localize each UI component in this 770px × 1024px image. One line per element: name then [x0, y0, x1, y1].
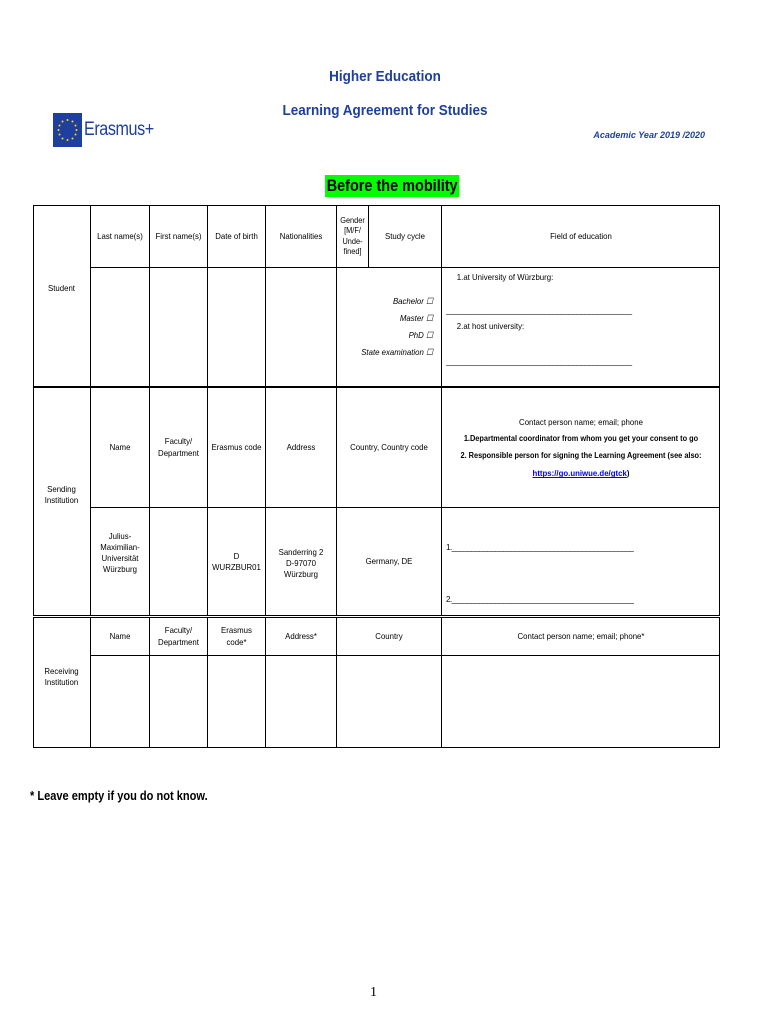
- field-host-university-label: 2.at host university:: [456, 321, 525, 332]
- contact-link-close-paren: ): [626, 468, 630, 479]
- sending-header-faculty: Faculty/ Department: [158, 436, 199, 458]
- option-phd[interactable]: PhD ☐: [408, 330, 433, 341]
- page-number: 1: [370, 985, 377, 1000]
- receiving-header-contact: Contact person name; email; phone*: [517, 630, 645, 641]
- contact-departmental-coordinator: 1.Departmental coordinator from whom you get your consent to go: [463, 433, 699, 443]
- contact-responsible-person: 2. Responsible person for signing the Learning Agreement (see also:: [460, 450, 702, 460]
- sending-header-country: Country, Country code: [350, 441, 428, 452]
- contact-title: Contact person name; email; phone: [519, 417, 643, 428]
- field-university-wuerzburg-label: 1.at University of Würzburg:: [456, 272, 554, 283]
- sending-header-name: Name: [109, 441, 131, 452]
- sending-contact-line2[interactable]: 2.______________________________________________: [446, 595, 634, 604]
- field-line-1[interactable]: _______________________________________________: [446, 306, 632, 315]
- sending-country: Germany, DE: [365, 556, 413, 567]
- eu-flag-logo: [53, 113, 82, 147]
- document-title-line2: Learning Agreement for Studies: [282, 102, 488, 119]
- receiving-header-faculty: Faculty/ Department: [158, 625, 199, 647]
- option-master[interactable]: Master ☐: [399, 313, 433, 324]
- erasmus-logo-text: Erasmus+: [84, 119, 154, 140]
- sending-contact-line1[interactable]: 1.______________________________________________: [446, 543, 634, 552]
- header-study-cycle: Study cycle: [385, 230, 425, 241]
- sending-row-label: Sending Institution: [44, 483, 79, 505]
- contact-link-row: [453, 467, 709, 481]
- option-bachelor[interactable]: Bachelor ☐: [392, 296, 433, 307]
- header-gender: Gender [M/F/ Unde- fined]: [340, 215, 365, 256]
- uniwue-link[interactable]: https://go.uniwue.de/gtck: [532, 468, 627, 479]
- receiving-header-country: Country: [375, 630, 403, 641]
- sending-address-line1: Sanderring 2: [278, 547, 324, 558]
- header-last-name: Last name(s): [97, 230, 143, 241]
- option-state-examination[interactable]: State examination ☐: [361, 347, 433, 358]
- student-row-label: Student: [48, 283, 75, 294]
- receiving-header-name: Name: [109, 630, 131, 641]
- field-line-2[interactable]: _______________________________________________: [446, 357, 632, 366]
- receiving-header-address: Address*: [285, 630, 317, 641]
- header-field-of-education: Field of education: [550, 230, 612, 241]
- header-first-name: First name(s): [155, 230, 202, 241]
- sending-address-line2: D-97070 Würzburg: [284, 557, 318, 579]
- header-nationalities: Nationalities: [279, 230, 323, 241]
- footnote: * Leave empty if you do not know.: [30, 788, 208, 803]
- receiving-row-label: Receiving Institution: [44, 665, 79, 687]
- sending-header-address: Address: [286, 441, 316, 452]
- section-title: Before the mobility: [326, 176, 458, 195]
- receiving-header-erasmus-code: Erasmus code*: [221, 625, 252, 647]
- academic-year: Academic Year 2019 /2020: [593, 130, 705, 140]
- document-title-line1: Higher Education: [329, 68, 441, 85]
- header-date-of-birth: Date of birth: [215, 230, 258, 241]
- sending-header-erasmus-code: Erasmus code: [211, 441, 262, 452]
- sending-erasmus-code: D WURZBUR01: [212, 550, 261, 572]
- sending-institution-name: Julius-Maximilian-Universität Würzburg: [100, 530, 140, 575]
